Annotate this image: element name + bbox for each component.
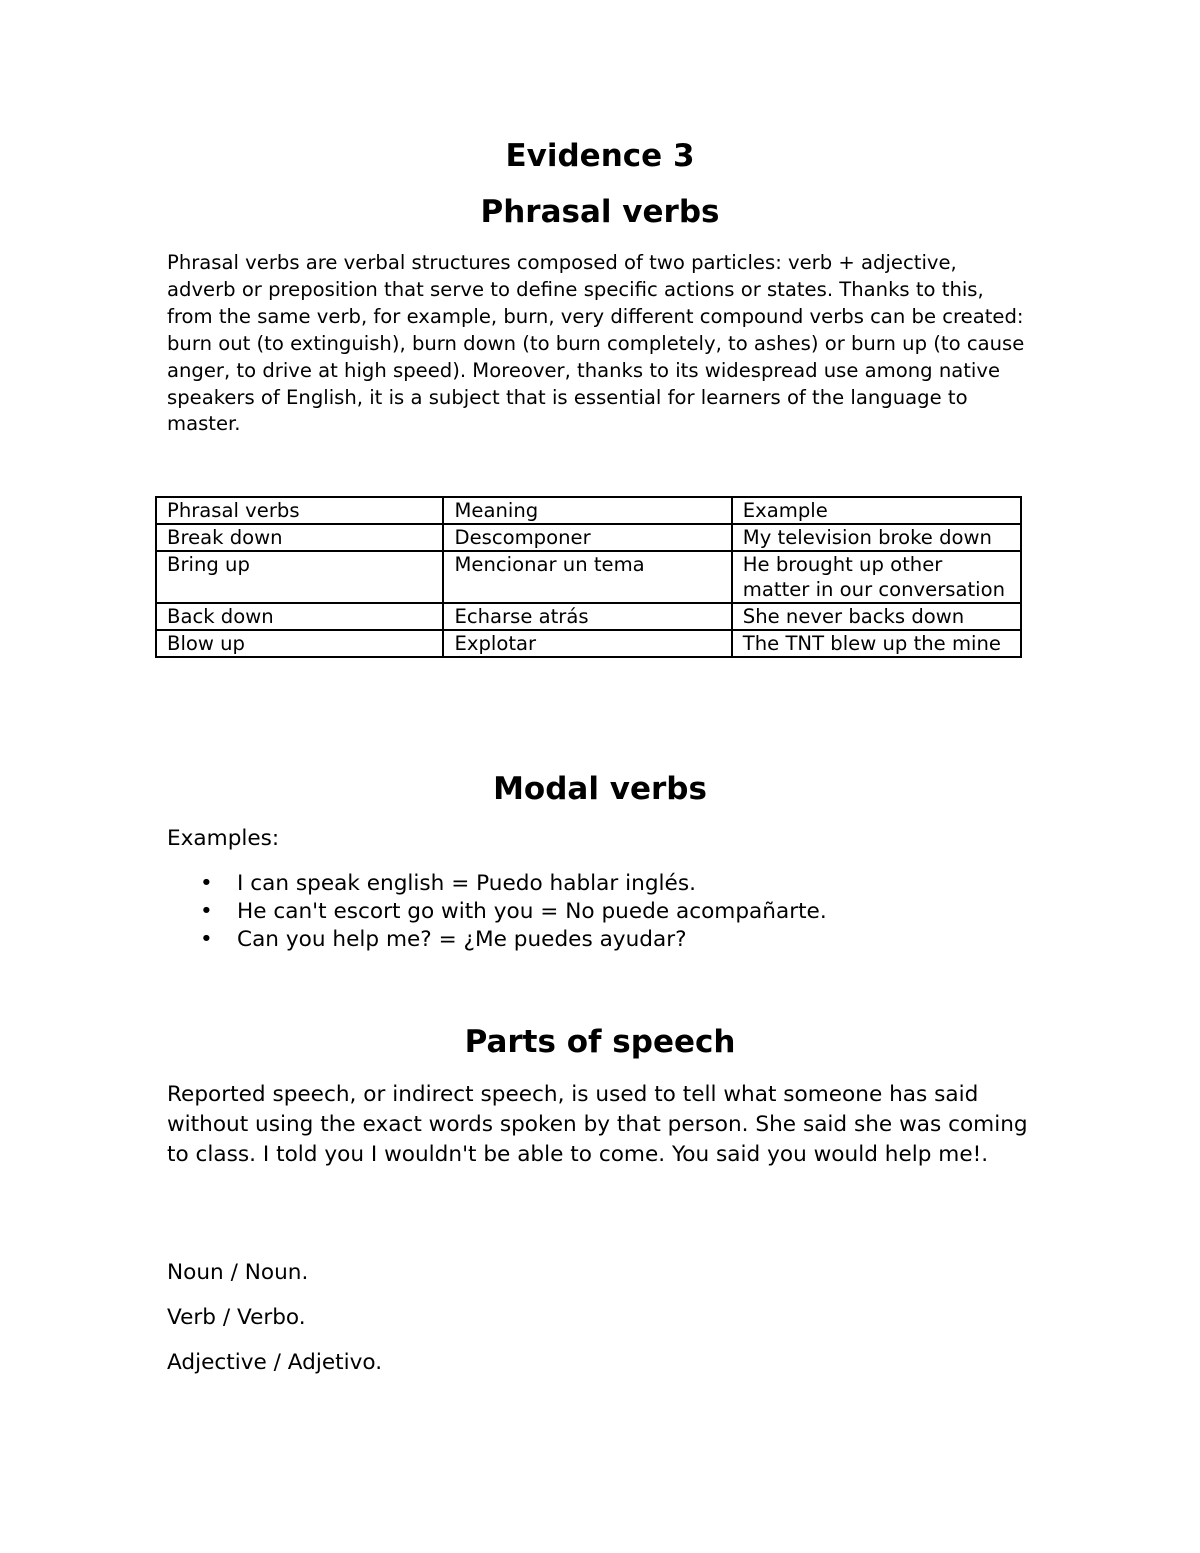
table-cell-verb: Bring up xyxy=(156,551,443,603)
table-header-cell: Example xyxy=(732,497,1021,524)
table-row xyxy=(156,524,1021,551)
table-header-cell: Phrasal verbs xyxy=(156,497,443,524)
phrasal-verbs-table xyxy=(155,496,1022,658)
list-item xyxy=(167,926,827,954)
table-cell-verb: Back down xyxy=(156,603,443,630)
document-title: Evidence 3 xyxy=(505,138,695,174)
bullet-icon: • xyxy=(200,871,213,896)
list-item xyxy=(167,898,827,926)
table-cell-meaning: Mencionar un tema xyxy=(443,551,731,603)
list-item-text: I can speak english = Puedo hablar inglés. xyxy=(237,871,696,896)
table-row xyxy=(156,603,1021,630)
list-item-text: He can't escort go with you = No puede acompañarte. xyxy=(237,899,827,924)
list-item-text: Can you help me? = ¿Me puedes ayudar? xyxy=(237,927,687,952)
table-cell-verb: Blow up xyxy=(156,630,443,657)
table-row xyxy=(156,630,1021,657)
phrasal-verbs-heading: Phrasal verbs xyxy=(480,194,720,230)
table-header-cell: Meaning xyxy=(443,497,731,524)
part-of-speech-noun: Noun / Noun. xyxy=(167,1260,309,1285)
table-cell-verb: Break down xyxy=(156,524,443,551)
parts-of-speech-heading: Parts of speech xyxy=(464,1024,736,1060)
parts-of-speech-paragraph: Reported speech, or indirect speech, is used to tell what someone has said without using the exact words spoken by that person. She said she was coming to class. I told you I wouldn't be able to come. You said you would help me!. xyxy=(167,1082,1028,1167)
table-header-row xyxy=(156,497,1021,524)
examples-label: Examples: xyxy=(167,826,280,851)
phrasal-verbs-paragraph: Phrasal verbs are verbal structures composed of two particles: verb + adjective, adverb or preposition that serve to define specific actions or states. Thanks to this, from the same verb, for example, burn, very different compound verbs can be created: burn out (to extinguish), burn down (to burn completely, to ashes) or burn up (to cause anger, to drive at high speed). Moreover, thanks to its widespread use among native speakers of English, it is a subject that is essential for learners of the language to master. xyxy=(167,251,1025,436)
table-cell-example: He brought up other matter in our conversation xyxy=(732,551,1021,603)
table-cell-example: The TNT blew up the mine xyxy=(732,630,1021,657)
list-item xyxy=(167,870,827,898)
table-row xyxy=(156,551,1021,603)
table-cell-example: My television broke down xyxy=(732,524,1021,551)
table-cell-example: She never backs down xyxy=(732,603,1021,630)
table-cell-meaning: Descomponer xyxy=(443,524,731,551)
table-cell-meaning: Echarse atrás xyxy=(443,603,731,630)
bullet-icon: • xyxy=(200,927,213,952)
modal-examples-list xyxy=(167,870,827,954)
part-of-speech-verb: Verb / Verbo. xyxy=(167,1305,306,1330)
part-of-speech-adjective: Adjective / Adjetivo. xyxy=(167,1350,383,1375)
table-cell-meaning: Explotar xyxy=(443,630,731,657)
bullet-icon: • xyxy=(200,899,213,924)
modal-verbs-heading: Modal verbs xyxy=(493,771,707,807)
